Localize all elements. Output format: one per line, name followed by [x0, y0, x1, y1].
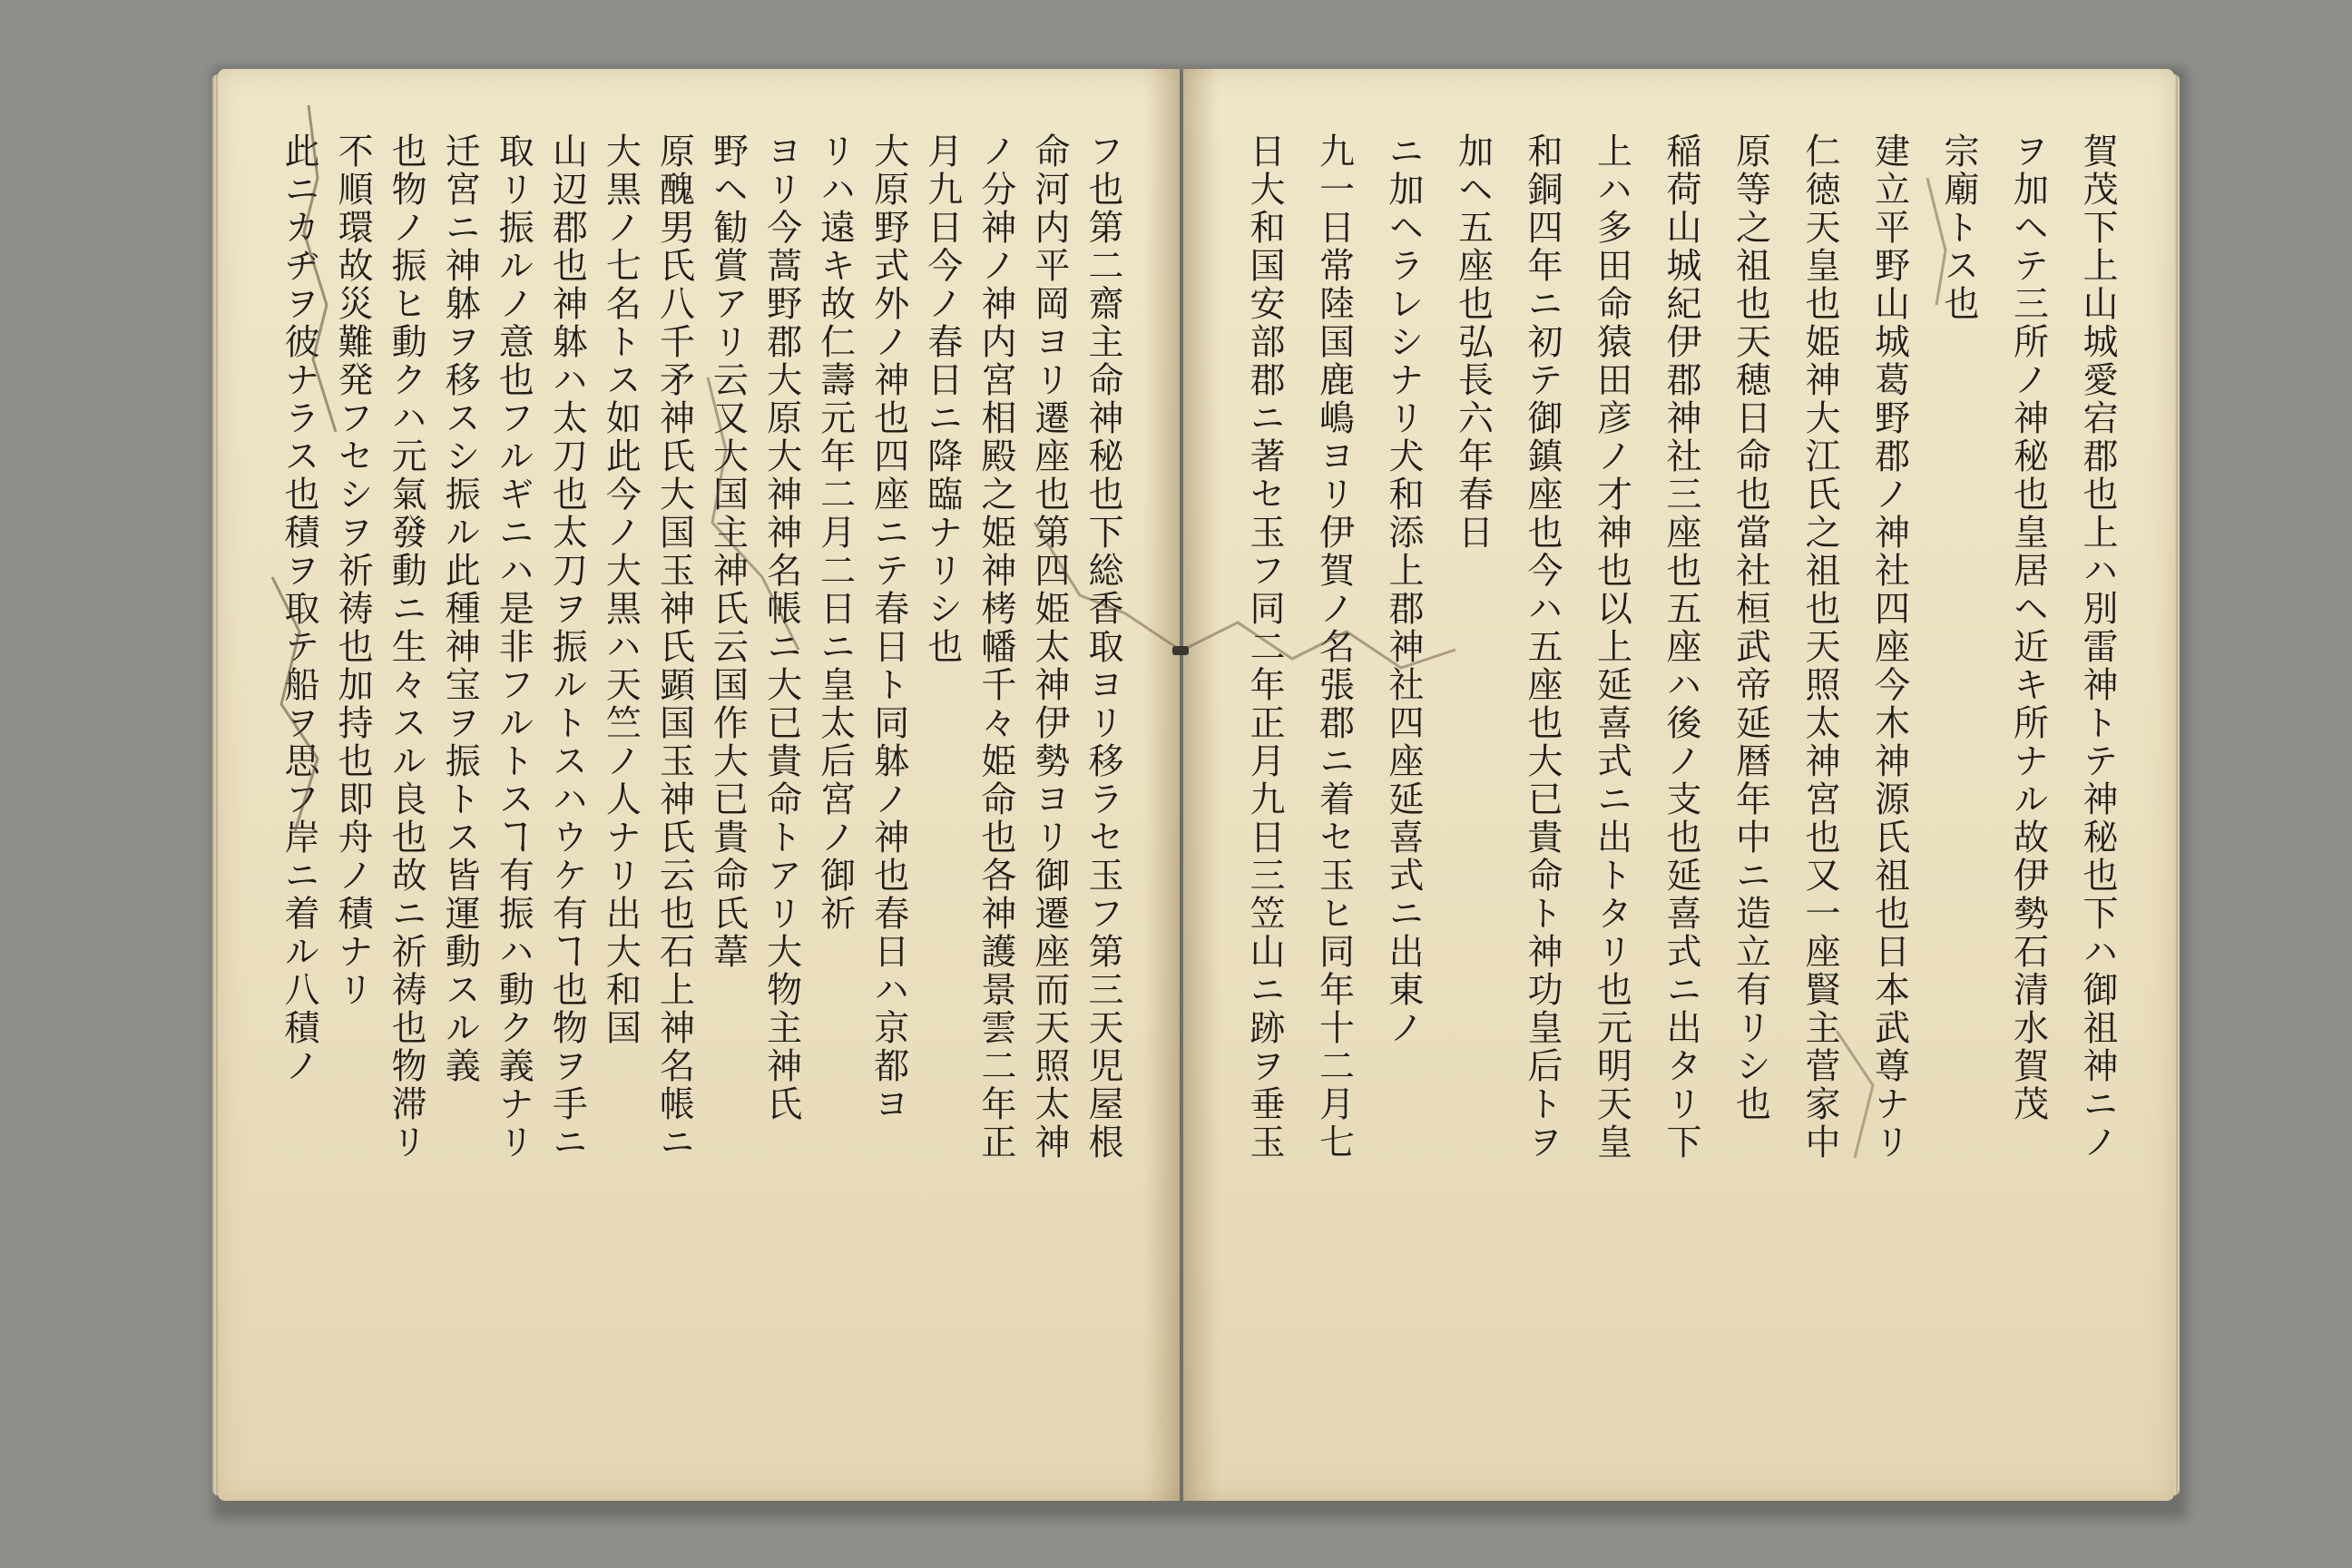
- text-column: 仁徳天皇也姫神大江氏之祖也天照太神宮也又一座賢主菅家中: [1799, 132, 1840, 1161]
- text-column: 九一日常陸国鹿嶋ヨリ伊賀ノ名張郡ニ着セ玉ヒ同年十二月七: [1313, 132, 1355, 1161]
- open-book: [218, 69, 2174, 1501]
- text-column: 此ニカヂヲ彼ナラス也積ヲ取テ船ヲ思フ岸ニ着ル八積ノ: [279, 132, 319, 1085]
- text-column: 賀茂下上山城愛宕郡也上ハ別雷神トテ神秘也下ハ御祖神ニノ: [2077, 132, 2118, 1161]
- text-column: フ也第二齋主命神秘也下総香取ヨリ移ラセ玉フ第三天児屋根: [1082, 132, 1123, 1161]
- text-column: 原醜男氏八千矛神氏大国玉神氏顕国玉神氏云也石上神名帳ニ: [653, 132, 695, 1161]
- text-column: ニ加ヘラレシナリ犬和添上郡神社四座延喜式ニ出東ノ: [1383, 132, 1424, 1047]
- text-column: 原等之祖也天穂日命也當社桓武帝延暦年中ニ造立有リシ也: [1730, 132, 1771, 1123]
- text-column: 稲荷山城紀伊郡神社三座也五座ハ後ノ支也延喜式ニ出タリ下: [1661, 132, 1701, 1161]
- text-column: リハ遠キ故仁壽元年二月二日ニ皇太后宮ノ御祈: [814, 132, 856, 933]
- text-column: ヨリ今蒿野郡大原大神神名帳ニ大已貴命トアリ大物主神氏: [760, 132, 802, 1123]
- left-page: [218, 69, 1180, 1501]
- text-column: ノ分神ノ神内宮相殿之姫神栲幡千々姫命也各神護景雲二年正: [975, 132, 1016, 1161]
- text-column: 加ヘ五座也弘長六年春日: [1452, 132, 1494, 552]
- text-column: 月九日今ノ春日ニ降臨ナリシ也: [921, 132, 963, 666]
- text-column: 上ハ多田命猿田彦ノ才神也以上延喜式ニ出トタリ也元明天皇: [1591, 132, 1632, 1161]
- worm-damage-left: [218, 69, 1180, 1501]
- text-column: 日大和国安部郡ニ著セ玉フ同二年正月九日三笠山ニ跡ヲ垂玉: [1244, 132, 1285, 1161]
- text-column: 野ヘ勧賞アリ云又大国主神氏云国作大已貴命氏葦: [707, 132, 749, 971]
- text-column: ヲ加ヘテ三所ノ神秘也皇居ヘ近キ所ナル故伊勢石清水賀茂: [2007, 132, 2049, 1123]
- worm-damage-right: [1183, 69, 2174, 1501]
- text-column: 建立平野山城葛野郡ノ神社四座今木神源氏祖也日本武尊ナリ: [1868, 132, 1910, 1161]
- text-column: 山辺郡也神躰ハ太刀也太刀ヲ振ルトスハウケ有ヿ也物ヲ手ニ: [546, 132, 588, 1161]
- right-page: [1183, 69, 2174, 1501]
- text-column: 命河内平岡ヨリ遷座也第四姫太神伊勢ヨリ御遷座而天照太神: [1028, 132, 1070, 1161]
- text-column: 宗廟トス也: [1938, 132, 1979, 323]
- text-column: 大黒ノ七名トス如此今ノ大黒ハ天竺ノ人ナリ出大和国: [600, 132, 642, 1047]
- binding-thread: [1172, 646, 1189, 655]
- text-column: 取リ振ルノ意也フルギニハ是非フルトスヿ有振ハ動ク義ナリ: [493, 132, 534, 1161]
- text-column: 大原野式外ノ神也四座ニテ春日ト同躰ノ神也春日ハ京都ヨ: [867, 132, 909, 1123]
- text-column: 不順環故災難発フセシヲ祈祷也加持也即舟ノ積ナリ: [332, 132, 374, 1009]
- text-column: 也物ノ振ヒ動クハ元氣發動ニ生々スル良也故ニ祈祷也物滞リ: [386, 132, 427, 1161]
- text-column: 和銅四年ニ初テ御鎮座也今ハ五座也大已貴命ト神功皇后トヲ: [1522, 132, 1563, 1161]
- text-column: 迁宮ニ神躰ヲ移スシ振ル此種神宝ヲ振トス皆運動スル義: [439, 132, 481, 1085]
